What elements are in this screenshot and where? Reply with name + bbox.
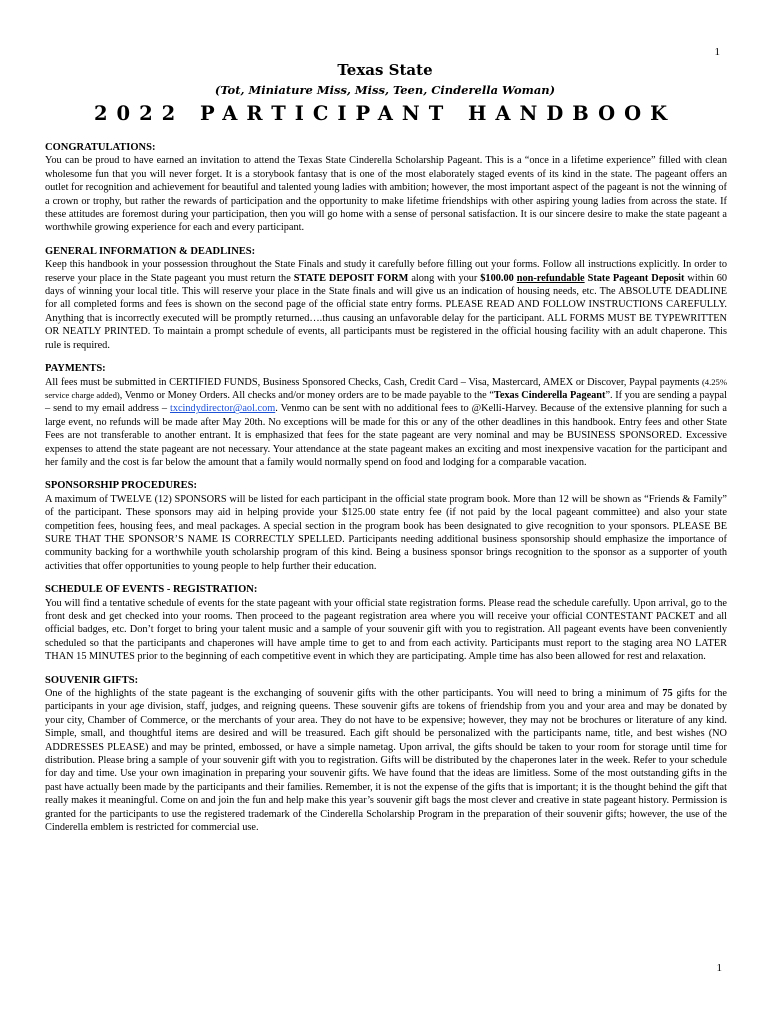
- text-run: within 60 days of winning your local title. This will reserve your place in the State finals and will give us an indication of housing needs, etc. The ABSOLUTE DEADLINE for all completed forms and fees is shown on the second page of the official state entry forms. PLEASE READ AND FOLLOW INSTRUCTIONS CAREFULLY. Anything that is incorrectly executed will be promptly returned….thus causing an unfavorable delay for the participant. ALL FORMS MUST BE TYPEWRITTEN OR NEATLY PRINTED. To maintain a prompt schedule of events, all participants must be registered in the official housing facility with an adult chaperone. This rule is required.: [45, 272, 728, 351]
- service-charge-note: (4.25% service charge added): [45, 376, 727, 400]
- section-payments: [45, 362, 727, 469]
- section-text: A maximum of TWELVE (12) SPONSORS will be listed for each participant in the official state program book. More than 12 will be shown as “Friends & Family” of the participant. These sponsors may aid in helping provide your $125.00 state entry fee (if not paid by the local pageant committee) and also your state competition fees, housing fees, and meal packages. A special section in the program book has been designated to give recognition to your sponsors. PLEASE BE SURE THAT THE SPONSOR’S NAME IS CORRECTLY SPELLED. Participants needing additional business sponsorship should emphasize the importance of community backing for a worthwhile youth scholarship program of this kind. Being a business sponsor brings recognition to the sponsor as a supporter of youth activities that offer opportunities to young people to help further their education.: [45, 493, 727, 572]
- section-title: GENERAL INFORMATION & DEADLINES:: [45, 245, 256, 257]
- section-title: SOUVENIR GIFTS:: [45, 674, 139, 686]
- section-text: You will find a tentative schedule of events for the state pageant with your official state registration forms. Please read the schedule carefully. Upon arrival, go to the front desk and get checked into your rooms. Then proceed to the pageant registration area where you will receive your official CONTESTANT PACKET and all official badges, etc. Don’t forget to bring your talent music and a sample of your souvenir gift with you to registration. All pageant events have been conveniently scheduled so that the participants and chaperones will have ample time to get to and from each activity. Participants must report to the staging area NO LATER THAN 15 MINUTES prior to the beginning of each competitive event in which they are participating. Ample time has also been allowed for rest and relaxation.: [45, 597, 727, 663]
- section-title: CONGRATULATIONS:: [45, 142, 156, 153]
- section-text: You can be proud to have earned an invitation to attend the Texas State Cinderella Scholarship Pageant. This is a “once in a lifetime experience” filled with clean wholesome fun that you will never forget. It is a storybook fantasy that is one of the most elaborately staged events of its kind in the state. The pageant offers an outlet for recognition and achievement for beautiful and talented young ladies with ambition; however, the most important aspect of the pageant is not the winning of a crown or trophy, but rather the rewards of participation and the opportunity to make lifetime friendships with other aspiring young ladies from across the state. If these attitudes are foremost during your participation, then you will go home with a sense of personal satisfaction. It is our sincere desire to make the state pageant a worthwhile growing experience for each and every participant.: [45, 155, 727, 234]
- page-number-top: 1: [714, 46, 720, 58]
- document-title: Texas State: [337, 61, 433, 79]
- section-title: SPONSORSHIP PROCEDURES:: [45, 480, 197, 492]
- text-run: All fees must be submitted in CERTIFIED FUNDS, Business Sponsored Checks, Cash, Credit Card – Visa, Mastercard, AMEX or Discover, Paypal payments: [45, 376, 702, 388]
- section-sponsorship: [45, 479, 727, 573]
- handbook-heading: 2022 PARTICIPANT HANDBOOK: [93, 102, 677, 125]
- section-general-information: [45, 245, 727, 352]
- text-run: along with your: [408, 272, 481, 284]
- page-number-bottom: 1: [716, 962, 722, 974]
- section-title: PAYMENTS:: [45, 363, 106, 375]
- text-run: ”. If you are sending a paypal – send to my email address –: [45, 389, 727, 415]
- section-title: SCHEDULE OF EVENTS - REGISTRATION:: [45, 584, 258, 596]
- section-congratulations: [45, 141, 727, 235]
- text-run: One of the highlights of the state pageant is the exchanging of souvenir gifts with the other participants. You will need to bring a minimum of: [45, 688, 663, 700]
- section-text: [45, 687, 727, 834]
- section-schedule: [45, 583, 727, 663]
- document-body: [45, 141, 727, 845]
- bold-text: [517, 273, 585, 284]
- text-run: gifts for the participants in your age division, staff, judges, and reigning queens. These souvenir gifts are tokens of friendship from you and your area and may be donated by your city, Chamber of Commerce, or the merchants of your area. They do not have to be expensive; however, they may not be brochures or literature of any kind. Simple, small, and thoughtful items are desired and will be treasured. Each gift should be personalized with the participants name, title, and best wishes (NO ADDRESSES PLEASE) and may be printed, embossed, or have a simple nametag. Upon arrival, the gifts should be taken to your room for storage until time for distribution. Please bring a sample of your souvenir gift with you to registration. Gifts will be distributed by the chaperones later in the week. Refer to your schedule for day and time. Use your own imagination in preparing your souvenir gifts. We have found that the ideas are limitless. Some of the most outstanding gifts in the past have actually been made by the participants and their families. Remember, it is not the expense of the gifts that is important; it is the thought behind the gift that really makes it meaningful. Come on and join the fun and help make this year’s souvenir gift bags the most clever and creative in state pageant history. Permission is granted for the participants to use the registered trademark of the Cinderella Scholarship Program in the preparation of their souvenir gifts; however, the use of the Cinderella emblem is restricted for commercial use.: [45, 688, 727, 834]
- bold-text: $100.00: [480, 272, 514, 284]
- underlined-text: non-refundable: [516, 272, 585, 284]
- text-run: . Venmo can be sent with no additional fees to @Kelli-Harvey. Because of the extensive planning for such a large event, no refunds will be made after May 20th. No exceptions will be made for this or any of the other deadlines in this handbook. Entry fees and other State Fees are not transferable to another entrant. It is emphasized that fees for the state pageant are very nominal and may be BUSINESS SPONSORED. Excessive expenses to attend the state pageant are not necessary. Your attendance at the state pageant makes an exciting and most inexpensive vacation for the participant and her family and the cost is far below the amount that a family would normally spend on food and lodging for a comparable vacation.: [45, 403, 727, 468]
- bold-text: 75: [662, 688, 673, 700]
- bold-text: Texas Cinderella Pageant: [493, 389, 606, 401]
- section-souvenir-gifts: [45, 674, 727, 835]
- email-link[interactable]: txcindydirector@aol.com: [169, 403, 276, 415]
- section-text: [45, 258, 727, 352]
- text-run: , Venmo or Money Orders. All checks and/or money orders are to be made payable to the “: [119, 389, 494, 401]
- bold-text: STATE DEPOSIT FORM: [293, 272, 409, 284]
- document-header: [0, 60, 770, 127]
- section-text: [45, 376, 727, 470]
- text-run: Keep this handbook in your possession throughout the State Finals and study it carefully before filling out your forms. Follow all instructions explicitly. In order to reserve your place in the State pageant you must return the: [45, 259, 727, 284]
- document-subtitle: (Tot, Miniature Miss, Miss, Teen, Cinderella Woman): [214, 83, 556, 97]
- bold-text: State Pageant Deposit: [587, 272, 685, 284]
